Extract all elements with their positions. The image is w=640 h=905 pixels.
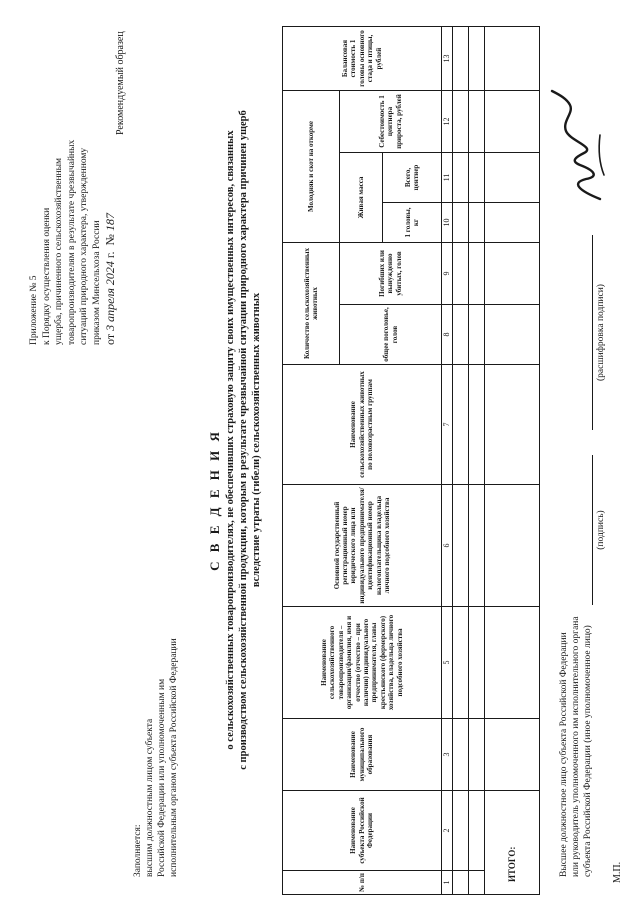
column-numbers-row [442,27,453,895]
signature-line [592,455,593,605]
col-header-producer-name: Наименование сельскохозяйственного товаропроизводителя – организации/фамилия, имя и отчество (отчество – при наличии) индивидуального предпринимателя, главы крестьянского (фермерского) хозяйства, владельца личного подсобного хозяйства [283,607,442,719]
table-cell [469,243,485,305]
table-cell [469,27,485,91]
table-cell [485,91,540,153]
column-number: 12 [442,91,453,153]
appendix-line: Приложение № 5 [29,275,39,345]
document-subtitle [224,110,263,770]
col-header-animal-groups: Наименование сельскохозяйственных животных по половозрастным группам [283,365,442,485]
col-header-book-value: Балансовая стоимость 1 головы основного стада и птицы, рублей [283,27,442,91]
signatory-line: или руководитель уполномоченного им исполнительного органа [571,616,581,877]
column-number: 13 [442,27,453,91]
table-cell [453,791,469,871]
table-cell [453,243,469,305]
table-cell [485,243,540,305]
appendix-line: товаропроизводителям в результате чрезвычайных [66,139,77,345]
date-suffix: г. [103,251,117,259]
filled-by-line: Российской Федерации или уполномоченным им [157,678,167,877]
table-cell [453,305,469,365]
table-cell [469,791,485,871]
table-row [453,27,469,895]
column-number: 2 [442,791,453,871]
column-number: 7 [442,365,453,485]
filled-by-block [132,627,180,877]
table-cell [485,305,540,365]
col-group-animal-count: Количество сельскохозяйственных животных [283,243,340,365]
total-label: ИТОГО: [485,791,540,895]
table-cell [469,871,485,895]
col-header-municipality: Наименование муниципального образования [283,719,442,791]
table-cell [485,485,540,607]
total-row [485,27,540,895]
table-cell [453,485,469,607]
col-header-region: Наименование субъекта Российской Федерации [283,791,442,871]
document-title: С В Е Д Е Н И Я [207,429,222,571]
stamp-place-label: М.П. [612,861,623,883]
signatory-line: субъекта Российской Федерации (иное уполномоченное лицо) [583,625,593,877]
subtitle-line: с производством сельскохозяйственной продукции, которым в результате чрезвычайной ситуации природного характера причинен ущерб [238,110,249,770]
table-cell [469,91,485,153]
handwritten-signature [540,85,620,205]
column-number: 6 [442,485,453,607]
col-header-total-livestock: общее поголовье, голов [340,305,442,365]
table-cell [453,607,469,719]
appendix-line: приказом Минсельхоза России [91,220,102,345]
order-number: 187 [103,213,117,232]
col-header-registration-number: Основной государственный регистрационный номер юридического лица или индивидуального предпринимателя/ идентификационный номер налогоплательщика владельца личного подсобного хозяйства [283,485,442,607]
table-cell [485,27,540,91]
table-cell [453,871,469,895]
name-line [592,235,593,430]
table-cell [453,153,469,203]
subtitle-line: о сельскохозяйственных товаропроизводителях, не обеспечивших страховую защиту своих имущественных интересов, связанных [225,130,236,750]
table-cell [469,719,485,791]
number-prefix: № [103,234,117,246]
data-table [282,26,540,895]
col-header-dead-livestock: Погибших или вынужденно убитых, голов [340,243,442,305]
table-cell [485,719,540,791]
table-cell [485,607,540,719]
name-caption: (расшифровка подписи) [596,284,606,381]
signatory-block [558,577,594,877]
column-number: 1 [442,871,453,895]
column-number: 9 [442,243,453,305]
signatory-line: Высшее должностное лицо субъекта Российской Федерации [559,632,569,877]
signature-caption: (подпись) [596,510,606,550]
signature-lines [572,225,612,605]
table-cell [469,305,485,365]
table-cell [453,719,469,791]
table-cell [469,153,485,203]
table-cell [453,203,469,243]
column-number: 10 [442,203,453,243]
filled-by-line: высшим должностным лицом субъекта [145,718,155,877]
table-cell [469,203,485,243]
table-cell [469,607,485,719]
appendix-line: к Порядку осуществления оценки [41,207,52,345]
appendix-line: ситуаций природного характера, утвержденному [79,147,89,345]
table-cell [453,91,469,153]
column-number: 11 [442,153,453,203]
col-header-number: № п/п [283,871,442,895]
col-header-weight-total: Всего, центнер [383,153,442,203]
date-prefix: от [103,333,117,345]
filled-by-line: исполнительным органом субъекта Российской Федерации [169,638,179,877]
table-cell [469,485,485,607]
column-number: 5 [442,607,453,719]
table-cell [485,153,540,203]
col-header-cost-per-centner: Себестоимость 1 центнера прироста, рублей [340,91,442,153]
date-value: 3 апреля 2024 [103,261,117,331]
table-row [469,27,485,895]
appendix-line: ущерба, причиненного сельскохозяйственным [54,157,64,345]
col-group-young-stock: Молодняк и скот на откорме [283,91,340,243]
column-number: 3 [442,719,453,791]
table-cell [485,203,540,243]
table-cell [453,27,469,91]
table-cell [469,365,485,485]
filled-by-line: Заполняется: [133,824,143,877]
table-cell [453,365,469,485]
subtitle-line: вследствие утраты (гибели) сельскохозяйственных животных [251,292,262,588]
col-group-live-weight: Живая масса [340,153,383,243]
recommended-sample-label: Рекомендуемый образец [115,31,126,135]
column-number: 8 [442,305,453,365]
appendix-block [28,15,117,345]
table-cell [485,365,540,485]
col-header-weight-per-head: 1 головы, кг [383,203,442,243]
